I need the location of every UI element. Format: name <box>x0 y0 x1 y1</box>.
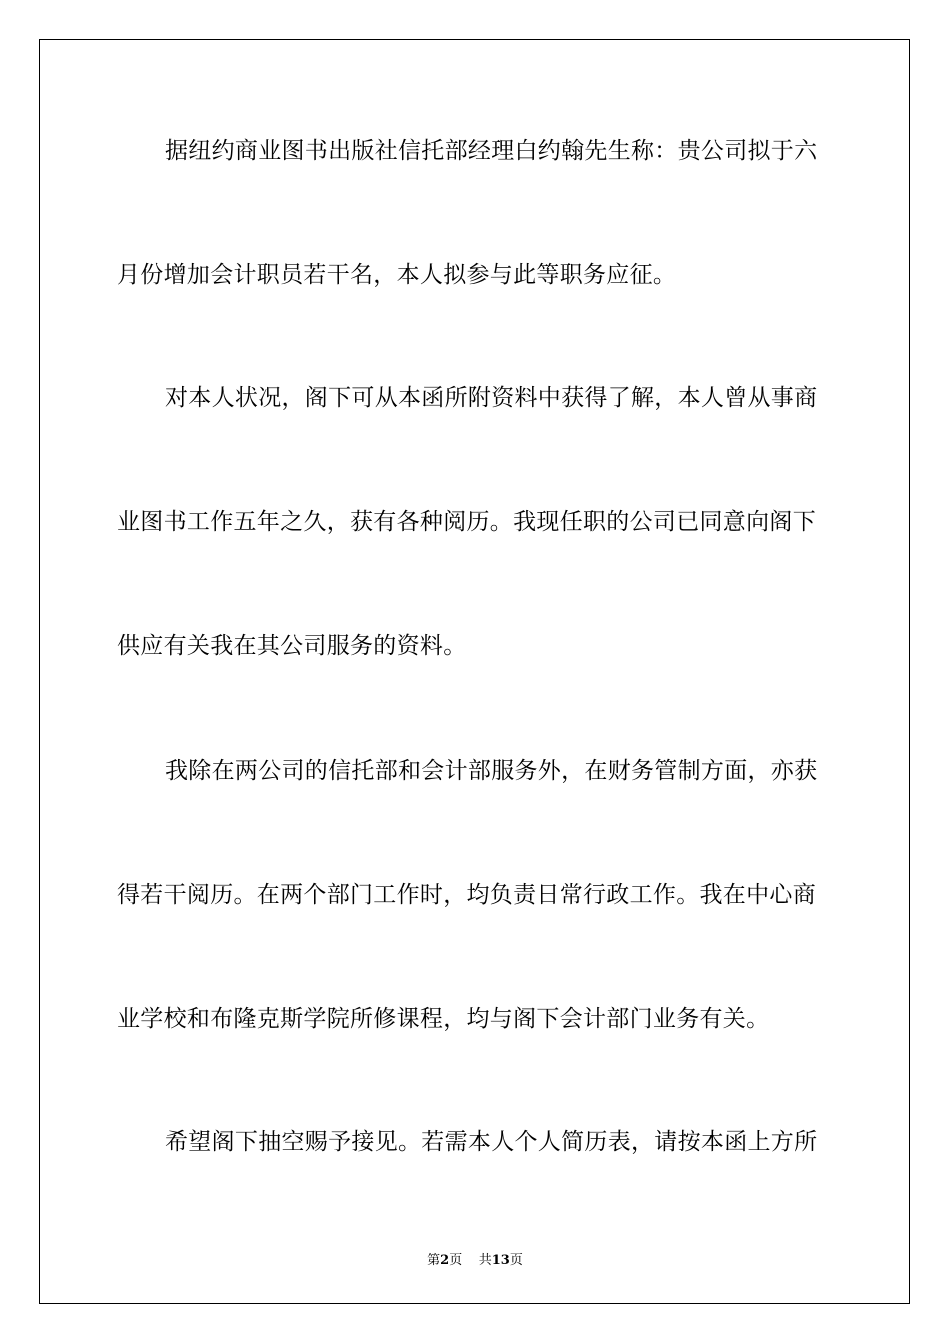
page-prefix: 第 <box>427 1253 441 1268</box>
paragraph-4-line-1: 希望阁下抽空赐予接见。若需本人个人简历表，请按本函上方所 <box>165 1129 818 1155</box>
page-footer <box>0 1249 950 1268</box>
paragraph-1-line-2: 月份增加会计职员若干名，本人拟参与此等职务应征。 <box>117 262 677 288</box>
total-pages: 13 <box>491 1253 510 1268</box>
paragraph-2-line-3: 供应有关我在其公司服务的资料。 <box>117 633 467 659</box>
paragraph-2-line-1: 对本人状况，阁下可从本函所附资料中获得了解，本人曾从事商 <box>165 385 818 411</box>
paragraph-3-line-1: 我除在两公司的信托部和会计部服务外，在财务管制方面，亦获 <box>165 758 818 784</box>
page-border <box>39 39 910 1304</box>
paragraph-3-line-3: 业学校和布隆克斯学院所修课程，均与阁下会计部门业务有关。 <box>117 1006 770 1032</box>
total-suffix: 页 <box>509 1253 523 1268</box>
paragraph-2-line-2: 业图书工作五年之久，获有各种阅历。我现任职的公司已同意向阁下 <box>117 509 816 535</box>
page-suffix: 页 <box>449 1253 463 1268</box>
paragraph-3-line-2: 得若干阅历。在两个部门工作时，均负责日常行政工作。我在中心商 <box>117 882 816 908</box>
total-prefix: 共 <box>478 1253 492 1268</box>
page-number: 2 <box>440 1253 450 1268</box>
paragraph-1-line-1: 据纽约商业图书出版社信托部经理白约翰先生称：贵公司拟于六 <box>165 138 818 164</box>
